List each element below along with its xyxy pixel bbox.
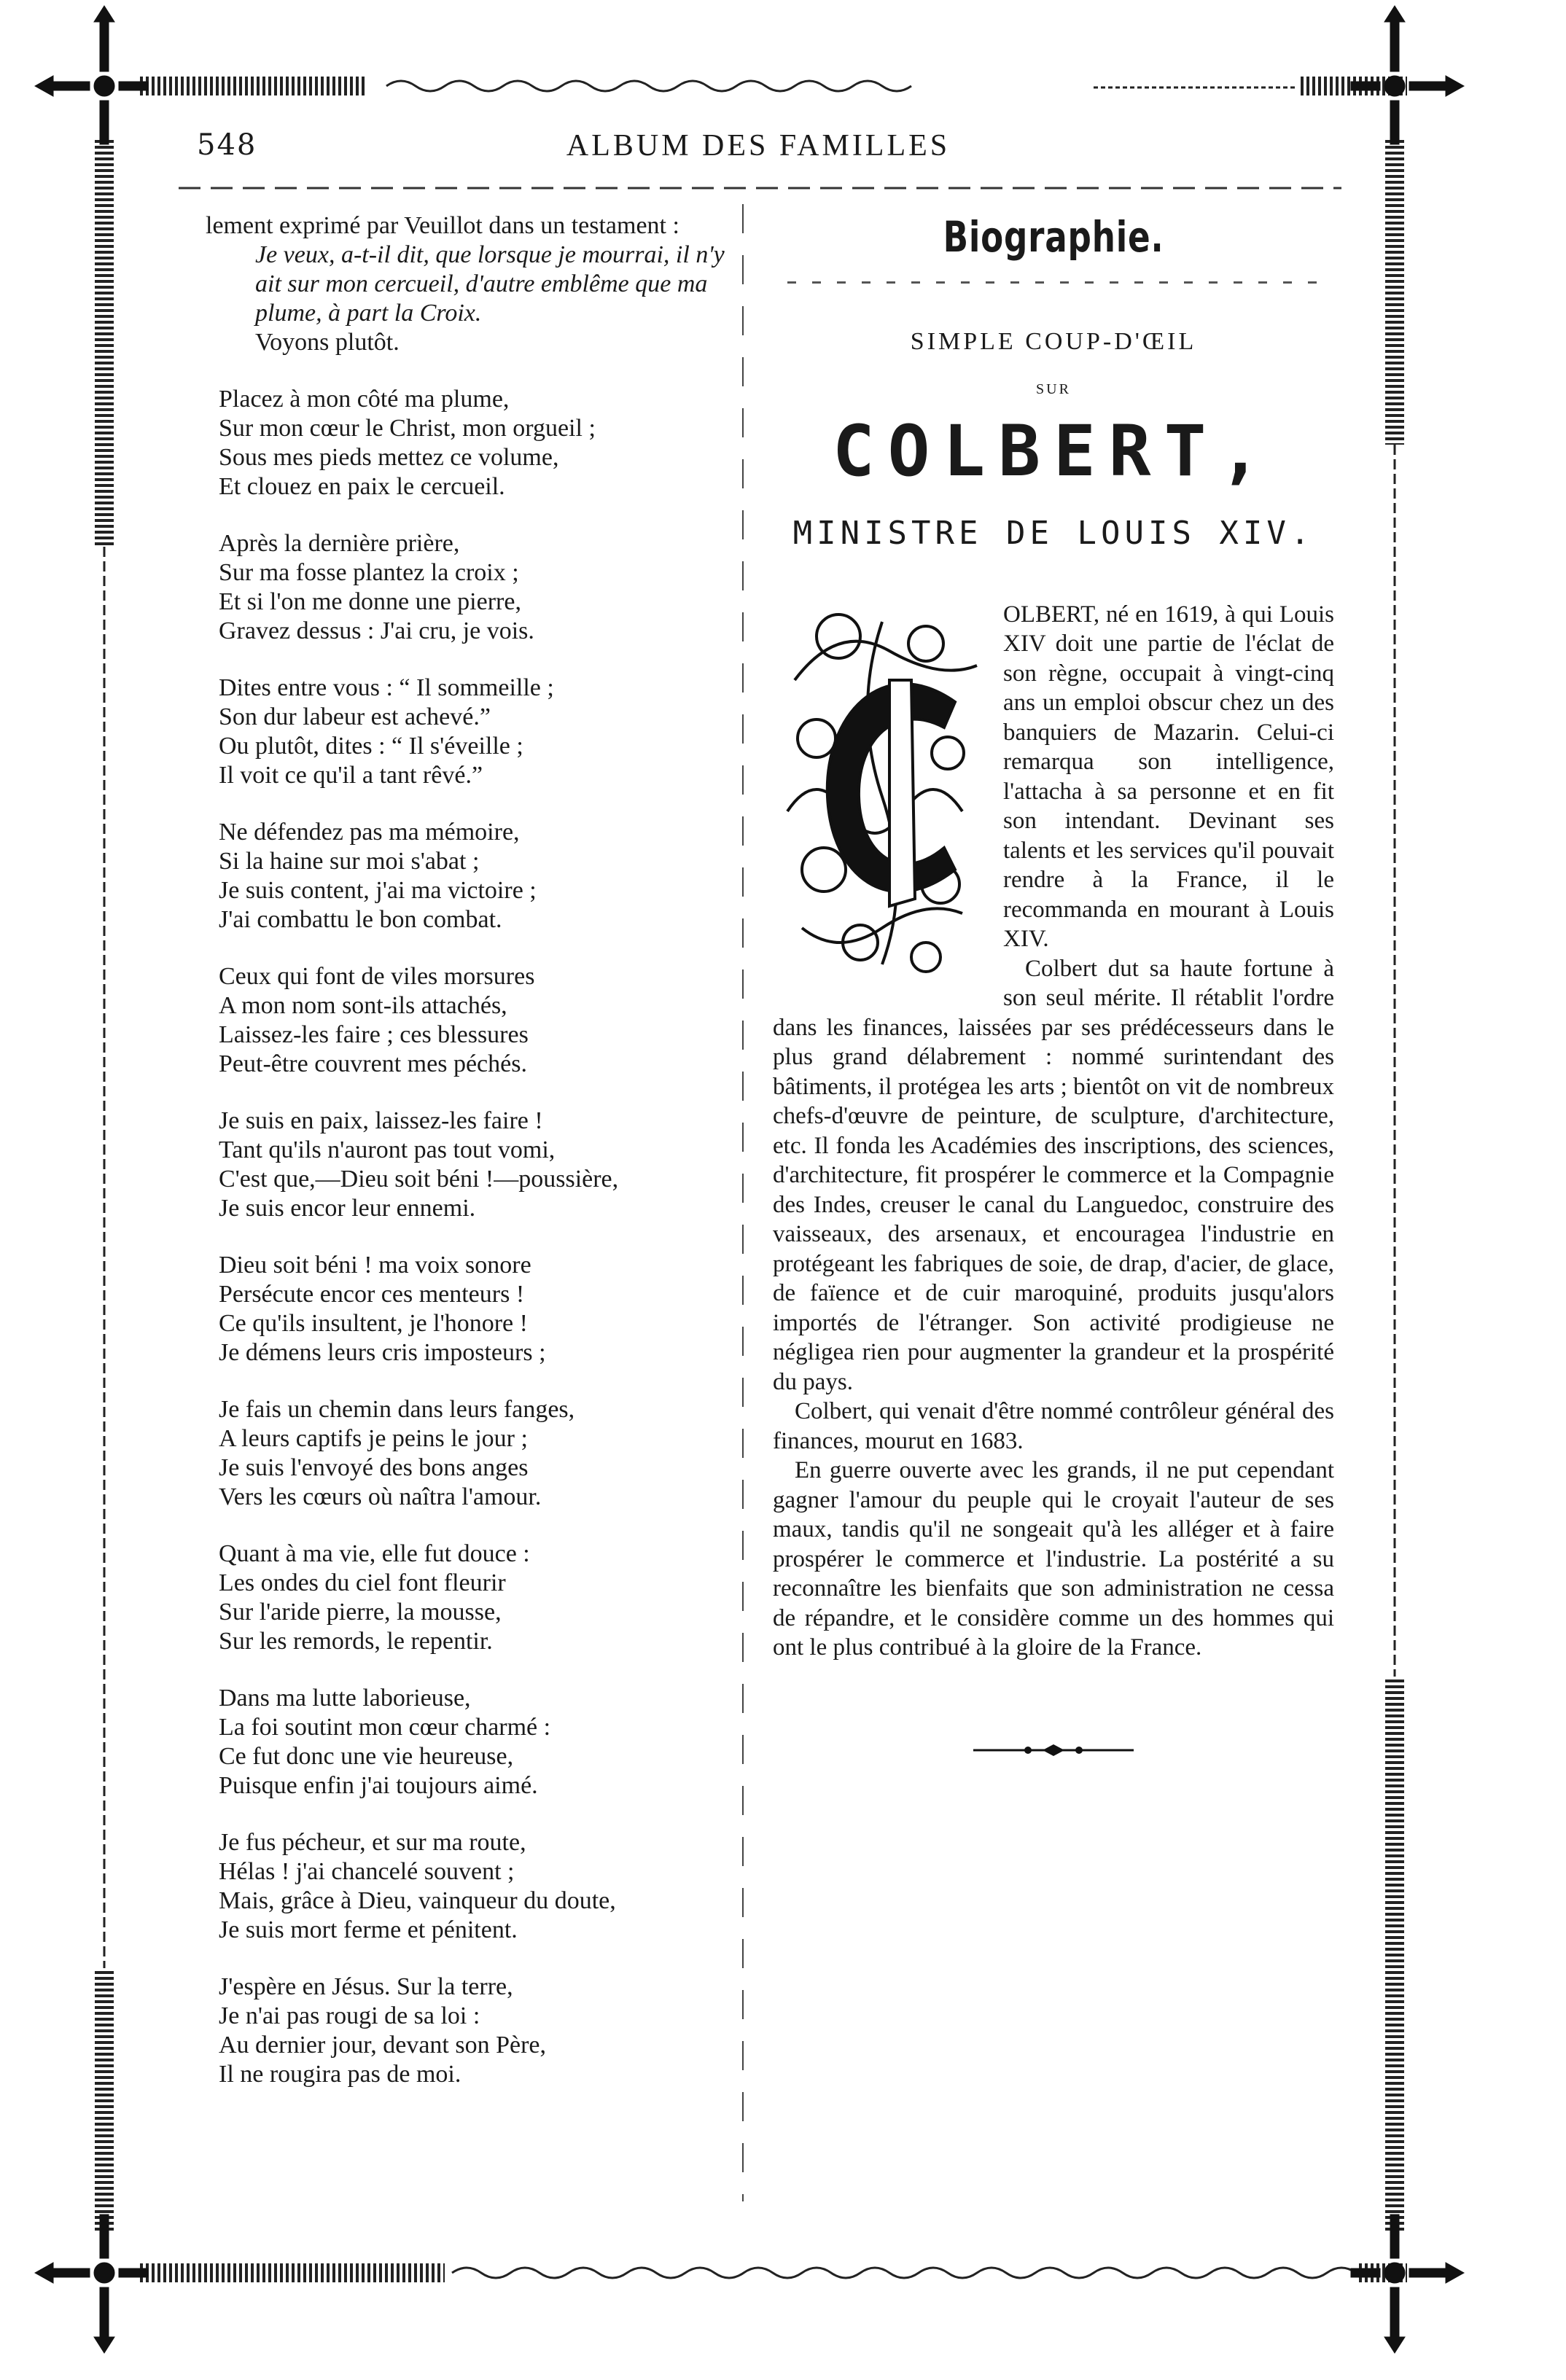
poem-line: Ne défendez pas ma mémoire, [219,819,520,846]
section-title: Biographie. [943,212,1164,262]
poem-line: Au dernier jour, devant son Père, [219,2032,547,2059]
left-column-poem [206,211,729,2089]
intro-voyons: Voyons plutôt. [255,329,400,356]
poem-line: Je suis encor leur ennemi. [219,1195,476,1222]
poem-stanza [219,385,729,502]
poem-intro [206,211,729,357]
poem-line: A leurs captifs je peins le jour ; [219,1425,528,1452]
article-paragraph: Colbert dut sa haute fortune à son seul mérite. Il rétablit l'ordre dans les finances, laissées par ses prédécesseurs dans le plus grand délabrement : nommé surintendant des bâtiments, il protégea les arts ; bientôt on vit de nombreux chefs-d'œuvre de peinture, de sculpture, d'architecture, etc. Il fonda les Académies des inscriptions, des sciences, d'architecture, fit prospérer le commerce et la Compagnie des Indes, creuser le canal du Languedoc, construire des vaisseaux, des arsenaux, et encouragea l'industrie en protégeant les fabriques de soie, de drap, d'acier, de glace, de faïence et de cuir maroquiné, produits jusqu'alors importés de l'étranger. Son activité prodigieuse ne négligea rien pour augmenter la grandeur et la prospérité du pays. [773,955,1334,1395]
article-paragraph: OLBERT, né en 1619, à qui Louis XIV doit une partie de l'éclat de son règne, occupait à vingt-cinq ans un emploi obscur chez un des banquiers de Mazarin. Celui-ci remarqua son intelligence, l'attacha à sa personne et en fit son intendant. Devinant ses talents et les services qu'il pouvait rendre à la France, il le recommanda en mourant à Louis XIV. [1003,601,1334,952]
poem-line: Quant à ma vie, elle fut douce : [219,1540,530,1567]
poem-line: Je suis l'envoyé des bons anges [219,1454,529,1481]
poem-line: J'espère en Jésus. Sur la terre, [219,1973,513,2000]
column-divider [742,204,744,2201]
ornamental-dropcap-c-icon [773,593,992,986]
poem-line: Ou plutôt, dites : “ Il s'éveille ; [219,733,523,760]
poem-line: J'ai combattu le bon combat. [219,906,502,933]
article-paragraph: En guerre ouverte avec les grands, il ne put cependant gagner l'amour du peuple qui le croyait l'auteur de ses maux, tandis qu'il ne songeait qu'à les alléger et à faire prospérer le commerce et l'industrie. La postérité a su reconnaître les bienfaits que son administration ne cessa de répandre, et le considère comme un des hommes qui ont le plus contribué à la gloire de la France. [773,1457,1334,1661]
poem-stanza [219,529,729,646]
poem-line: Gravez dessus : J'ai cru, je vois. [219,617,534,644]
subtitle-sur: SUR [1036,381,1071,397]
poem-line: Vers les cœurs où naîtra l'amour. [219,1483,542,1510]
poem-line: Mais, grâce à Dieu, vainqueur du doute, [219,1887,616,1914]
section-title-rule [787,281,1320,284]
poem-line: Je n'ai pas rougi de sa loi : [219,2002,480,2029]
subtitle-simple-coup-doeil: SIMPLE COUP-D'ŒIL [910,328,1197,355]
poem-stanzas [219,385,729,2089]
poem-line: Peut-être couvrent mes péchés. [219,1050,527,1077]
main-title-colbert: COLBERT, [832,410,1275,492]
poem-stanza [219,1973,729,2089]
poem-line: C'est que,—Dieu soit béni !—poussière, [219,1166,619,1193]
minister-line: MINISTRE DE LOUIS XIV. [792,515,1314,552]
poem-line: Je suis mort ferme et pénitent. [219,1916,518,1943]
poem-line: Sur ma fosse plantez la croix ; [219,559,519,586]
poem-line: Puisque enfin j'ai toujours aimé. [219,1772,538,1799]
poem-line: Sur les remords, le repentir. [219,1628,493,1655]
poem-line: Il ne rougira pas de moi. [219,2061,461,2088]
poem-line: Hélas ! j'ai chancelé souvent ; [219,1858,515,1885]
poem-line: Je démens leurs cris imposteurs ; [219,1339,546,1366]
poem-line: Je suis content, j'ai ma victoire ; [219,877,537,904]
poem-line: Sous mes pieds mettez ce volume, [219,444,559,471]
article-paragraph: Colbert, qui venait d'être nommé contrôleur général des finances, mourut en 1683. [773,1398,1334,1454]
poem-stanza [219,674,729,790]
biography-article [773,600,1334,1663]
poem-stanza [219,1684,729,1800]
poem-line: Les ondes du ciel font fleurir [219,1569,506,1596]
poem-stanza [219,1540,729,1656]
poem-line: Je suis en paix, laissez-les faire ! [219,1107,543,1134]
poem-stanza [219,1828,729,1945]
poem-line: Sur l'aride pierre, la mousse, [219,1599,502,1626]
poem-stanza [219,962,729,1079]
poem-line: Il voit ce qu'il a tant rêvé.” [219,762,483,789]
poem-line: Tant qu'ils n'auront pas tout vomi, [219,1136,556,1163]
poem-stanza [219,1251,729,1367]
poem-line: Et si l'on me donne une pierre, [219,588,521,615]
running-title: ALBUM DES FAMILLES [566,129,951,163]
poem-line: Persécute encor ces menteurs ! [219,1281,525,1308]
poem-line: Ceux qui font de viles morsures [219,963,535,990]
poem-line: Dieu soit béni ! ma voix sonore [219,1252,531,1279]
poem-line: Je fus pécheur, et sur ma route, [219,1829,526,1856]
poem-line: Si la haine sur moi s'abat ; [219,848,480,875]
end-ornament-icon [973,1743,1134,1757]
poem-stanza [219,818,729,935]
poem-line: Dites entre vous : “ Il sommeille ; [219,674,554,701]
poem-stanza [219,1107,729,1223]
poem-stanza [219,1395,729,1512]
poem-line: Sur mon cœur le Christ, mon orgueil ; [219,415,596,442]
page-header [175,122,1341,173]
poem-line: La foi soutint mon cœur charmé : [219,1714,551,1741]
poem-line: A mon nom sont-ils attachés, [219,992,507,1019]
poem-line: Je fais un chemin dans leurs fanges, [219,1396,575,1423]
intro-lead-text: lement exprimé par Veuillot dans un testament : [206,212,679,239]
poem-line: Laissez-les faire ; ces blessures [219,1021,529,1048]
poem-line: Ce qu'ils insultent, je l'honore ! [219,1310,528,1337]
intro-quote: Je veux, a-t-il dit, que lorsque je mourrai, il n'y ait sur mon cercueil, d'autre emblême que ma plume, à part la Croix. [255,241,725,327]
poem-line: Placez à mon côté ma plume, [219,386,510,413]
poem-line: Son dur labeur est achevé.” [219,703,491,730]
poem-line: Après la dernière prière, [219,530,460,557]
poem-line: Dans ma lutte laborieuse, [219,1685,471,1712]
poem-line: Ce fut donc une vie heureuse, [219,1743,514,1770]
poem-line: Et clouez en paix le cercueil. [219,473,505,500]
page-number: 548 [197,128,257,162]
right-column-biography [773,211,1334,1757]
